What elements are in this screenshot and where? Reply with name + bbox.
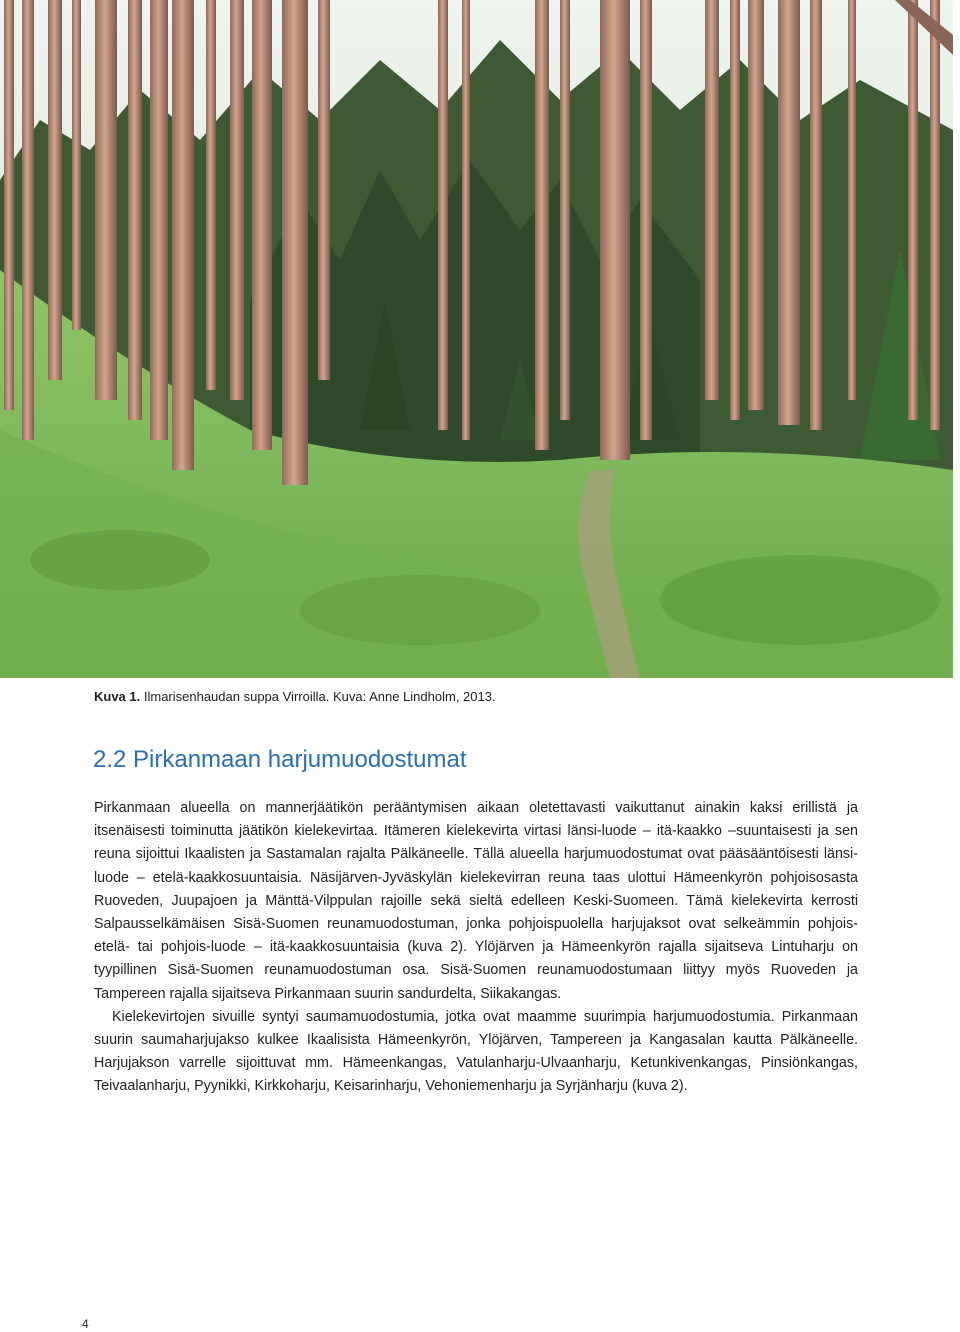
page-number: 4 <box>82 1317 89 1331</box>
figure-caption <box>94 688 496 706</box>
section-heading: 2.2 Pirkanmaan harjumuodostumat <box>93 746 467 773</box>
paragraph: Kielekevirtojen sivuille syntyi saumamuodostumia, jotka ovat maamme suurimpia harjumuodostumia. Pirkanmaan suurin saumaharjujakso kulkee Ikaalisista Hämeenkyrön, Ylöjärven, Tampereen ja Kangasalan kautta Pälkäneelle. Harjujakson varrelle sijoittuvat mm. Hämeenkangas, Vatulanharju-Ulvaanharju, Ketunkivenkangas, Pinsiönkangas, Teivaalanharju, Pyynikki, Kirkkoharju, Keisarinharju, Vehoniemenharju ja Syrjänharju (kuva 2). <box>94 1008 858 1095</box>
caption-label: Kuva 1. <box>94 689 141 704</box>
caption-text: Ilmarisenhaudan suppa Virroilla. Kuva: Anne Lindholm, 2013. <box>140 689 496 704</box>
body-text <box>94 797 858 1099</box>
paragraph: Pirkanmaan alueella on mannerjäätikön perääntymisen aikaan oletettavasti vaikuttanut ainakin kaksi erillistä ja itsenäisesti toiminutta jäätikön kielekevirtaa. Itämeren kielekevirta virtasi länsi-luode – itä-kaakko –suuntaisesti ja sen reuna sijoittui Ikaalisten ja Sastamalan rajalta Pälkäneelle. Tällä alueella harjumuodostumat ovat pääsääntöisesti länsi-luode – etelä-kaakkosuuntaisia. Näsijärven-Jyväskylän kielekevirran reuna taas ulottui Hämeenkyrön pohjoisosasta Ruoveden, Juupajoen ja Mänttä-Vilppulan rajoille sekä sieltä edelleen Keski-Suomeen. Tämä kielekevirta kerrosti Salpausselkämäisen Sisä-Suomen reunamuodostuman, jonka pohjoispuolella harjujaksot ovat selkeämmin pohjois-etelä- tai pohjois-luode – itä-kaakkosuuntaisia (kuva 2). Ylöjärven ja Hämeenkyrön rajalla sijaitseva Lintuharju on tyypillinen Sisä-Suomen reunamuodostuman osa. Sisä-Suomen reunamuodostumaan liittyy myös Ruoveden ja Tampereen rajalla sijaitseva Pirkanmaan suurin sandurdelta, Siikakangas. <box>94 800 858 1002</box>
